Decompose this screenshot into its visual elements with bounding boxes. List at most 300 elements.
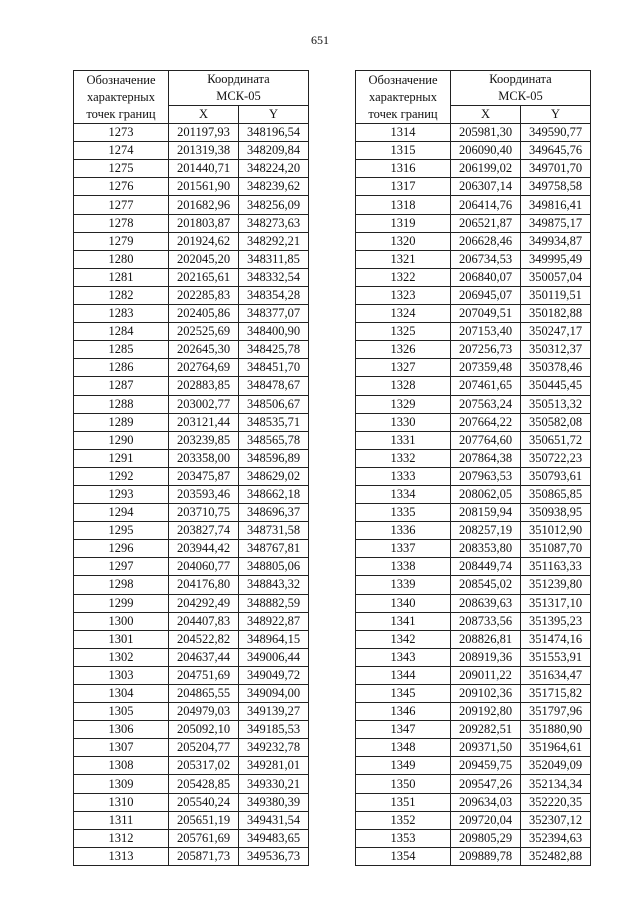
- point-id-cell: 1335: [356, 504, 451, 522]
- x-coordinate-cell: 206414,76: [451, 196, 521, 214]
- x-coordinate-cell: 207963,53: [451, 467, 521, 485]
- x-column-header: X: [169, 106, 239, 124]
- y-coordinate-cell: 349758,58: [521, 178, 591, 196]
- table-row: [356, 522, 591, 540]
- y-coordinate-cell: 349380,39: [239, 793, 309, 811]
- point-id-cell: 1274: [74, 142, 169, 160]
- table-row: [74, 160, 309, 178]
- y-coordinate-cell: 350938,95: [521, 504, 591, 522]
- point-id-cell: 1329: [356, 395, 451, 413]
- y-coordinate-cell: 348256,09: [239, 196, 309, 214]
- y-coordinate-cell: 350182,88: [521, 305, 591, 323]
- point-id-cell: 1323: [356, 286, 451, 304]
- table-row: [74, 666, 309, 684]
- table-row: [356, 721, 591, 739]
- x-coordinate-cell: 207864,38: [451, 449, 521, 467]
- point-id-cell: 1290: [74, 431, 169, 449]
- x-coordinate-cell: 209011,22: [451, 666, 521, 684]
- table-row: [356, 232, 591, 250]
- y-coordinate-cell: 350651,72: [521, 431, 591, 449]
- y-coordinate-cell: 350312,37: [521, 341, 591, 359]
- table-row: [356, 178, 591, 196]
- table-row: [74, 739, 309, 757]
- coordinate-system-header: Координата МСК-05: [451, 71, 591, 106]
- table-row: [356, 594, 591, 612]
- y-coordinate-cell: 350119,51: [521, 286, 591, 304]
- point-id-cell: 1354: [356, 847, 451, 865]
- table-row: [74, 485, 309, 503]
- table-row: [74, 504, 309, 522]
- table-row: [356, 576, 591, 594]
- y-coordinate-cell: 351715,82: [521, 685, 591, 703]
- x-coordinate-cell: 201803,87: [169, 214, 239, 232]
- y-coordinate-cell: 349232,78: [239, 739, 309, 757]
- x-coordinate-cell: 209634,03: [451, 793, 521, 811]
- x-coordinate-cell: 204522,82: [169, 630, 239, 648]
- table-row: [356, 485, 591, 503]
- y-coordinate-cell: 349483,65: [239, 829, 309, 847]
- x-coordinate-cell: 205651,19: [169, 811, 239, 829]
- y-coordinate-cell: 349590,77: [521, 124, 591, 142]
- table-row: [356, 775, 591, 793]
- y-coordinate-cell: 348805,06: [239, 558, 309, 576]
- table-row: [74, 359, 309, 377]
- table-row: [356, 359, 591, 377]
- x-coordinate-cell: 203002,77: [169, 395, 239, 413]
- x-coordinate-cell: 207153,40: [451, 323, 521, 341]
- table-row: [356, 703, 591, 721]
- point-id-cell: 1301: [74, 630, 169, 648]
- x-coordinate-cell: 201561,90: [169, 178, 239, 196]
- x-coordinate-cell: 208545,02: [451, 576, 521, 594]
- table-row: [356, 648, 591, 666]
- point-id-cell: 1313: [74, 847, 169, 865]
- x-coordinate-cell: 206090,40: [451, 142, 521, 160]
- y-coordinate-cell: 348696,37: [239, 504, 309, 522]
- point-id-cell: 1331: [356, 431, 451, 449]
- point-id-cell: 1340: [356, 594, 451, 612]
- x-coordinate-cell: 206945,07: [451, 286, 521, 304]
- table-row: [74, 811, 309, 829]
- coordinates-table-right: [355, 70, 591, 866]
- x-coordinate-cell: 208826,81: [451, 630, 521, 648]
- point-label-header: Обозначение характерных точек границ: [356, 71, 451, 124]
- point-id-cell: 1284: [74, 323, 169, 341]
- point-id-cell: 1327: [356, 359, 451, 377]
- table-row: [356, 757, 591, 775]
- y-coordinate-cell: 349816,41: [521, 196, 591, 214]
- x-coordinate-cell: 203121,44: [169, 413, 239, 431]
- y-coordinate-cell: 349006,44: [239, 648, 309, 666]
- point-id-cell: 1300: [74, 612, 169, 630]
- table-row: [74, 395, 309, 413]
- y-coordinate-cell: 351553,91: [521, 648, 591, 666]
- table-row: [356, 268, 591, 286]
- y-coordinate-cell: 349431,54: [239, 811, 309, 829]
- point-id-cell: 1294: [74, 504, 169, 522]
- y-coordinate-cell: 348478,67: [239, 377, 309, 395]
- table-row: [356, 377, 591, 395]
- table-row: [356, 214, 591, 232]
- y-coordinate-cell: 349995,49: [521, 250, 591, 268]
- point-id-cell: 1292: [74, 467, 169, 485]
- y-coordinate-cell: 349645,76: [521, 142, 591, 160]
- x-coordinate-cell: 204637,44: [169, 648, 239, 666]
- point-id-cell: 1347: [356, 721, 451, 739]
- point-id-cell: 1336: [356, 522, 451, 540]
- x-coordinate-cell: 206521,87: [451, 214, 521, 232]
- x-coordinate-cell: 208733,56: [451, 612, 521, 630]
- table-row: [356, 305, 591, 323]
- point-id-cell: 1306: [74, 721, 169, 739]
- y-coordinate-cell: 349139,27: [239, 703, 309, 721]
- table-row: [356, 540, 591, 558]
- point-id-cell: 1296: [74, 540, 169, 558]
- x-coordinate-cell: 205204,77: [169, 739, 239, 757]
- x-coordinate-cell: 209459,75: [451, 757, 521, 775]
- x-coordinate-cell: 205871,73: [169, 847, 239, 865]
- table-row: [74, 630, 309, 648]
- x-coordinate-cell: 204176,80: [169, 576, 239, 594]
- point-id-cell: 1317: [356, 178, 451, 196]
- table-row: [74, 594, 309, 612]
- table-row: [74, 232, 309, 250]
- y-coordinate-cell: 352220,35: [521, 793, 591, 811]
- point-id-cell: 1289: [74, 413, 169, 431]
- x-coordinate-cell: 203239,85: [169, 431, 239, 449]
- table-row: [356, 666, 591, 684]
- point-id-cell: 1297: [74, 558, 169, 576]
- y-coordinate-cell: 348964,15: [239, 630, 309, 648]
- point-id-cell: 1346: [356, 703, 451, 721]
- table-row: [356, 142, 591, 160]
- y-coordinate-cell: 348843,32: [239, 576, 309, 594]
- x-coordinate-cell: 201319,38: [169, 142, 239, 160]
- point-id-cell: 1345: [356, 685, 451, 703]
- x-coordinate-cell: 201924,62: [169, 232, 239, 250]
- table-row: [74, 685, 309, 703]
- x-coordinate-cell: 207049,51: [451, 305, 521, 323]
- y-coordinate-cell: 351634,47: [521, 666, 591, 684]
- table-row: [356, 793, 591, 811]
- table-row: [74, 558, 309, 576]
- point-id-cell: 1311: [74, 811, 169, 829]
- table-row: [356, 558, 591, 576]
- x-coordinate-cell: 207256,73: [451, 341, 521, 359]
- point-id-cell: 1307: [74, 739, 169, 757]
- y-coordinate-cell: 351087,70: [521, 540, 591, 558]
- x-coordinate-cell: 205540,24: [169, 793, 239, 811]
- point-id-cell: 1278: [74, 214, 169, 232]
- x-coordinate-cell: 206628,46: [451, 232, 521, 250]
- page-number: 651: [311, 33, 329, 47]
- point-id-cell: 1348: [356, 739, 451, 757]
- x-coordinate-cell: 209889,78: [451, 847, 521, 865]
- point-id-cell: 1283: [74, 305, 169, 323]
- table-row: [74, 431, 309, 449]
- x-coordinate-cell: 208353,80: [451, 540, 521, 558]
- x-column-header: X: [451, 106, 521, 124]
- table-row: [356, 630, 591, 648]
- y-coordinate-cell: 349094,00: [239, 685, 309, 703]
- table-row: [74, 467, 309, 485]
- point-id-cell: 1304: [74, 685, 169, 703]
- x-coordinate-cell: 205761,69: [169, 829, 239, 847]
- table-row: [356, 685, 591, 703]
- table-body: [356, 124, 591, 866]
- table-row: [74, 757, 309, 775]
- y-coordinate-cell: 350445,45: [521, 377, 591, 395]
- x-coordinate-cell: 206840,07: [451, 268, 521, 286]
- x-coordinate-cell: 208449,74: [451, 558, 521, 576]
- x-coordinate-cell: 204407,83: [169, 612, 239, 630]
- point-id-cell: 1299: [74, 594, 169, 612]
- point-id-cell: 1341: [356, 612, 451, 630]
- point-id-cell: 1277: [74, 196, 169, 214]
- x-coordinate-cell: 203475,87: [169, 467, 239, 485]
- x-coordinate-cell: 207664,22: [451, 413, 521, 431]
- x-coordinate-cell: 209547,26: [451, 775, 521, 793]
- y-coordinate-cell: 348882,59: [239, 594, 309, 612]
- x-coordinate-cell: 208062,05: [451, 485, 521, 503]
- table-row: [74, 305, 309, 323]
- point-id-cell: 1322: [356, 268, 451, 286]
- table-row: [74, 286, 309, 304]
- point-id-cell: 1316: [356, 160, 451, 178]
- point-id-cell: 1280: [74, 250, 169, 268]
- table-row: [74, 196, 309, 214]
- x-coordinate-cell: 208159,94: [451, 504, 521, 522]
- x-coordinate-cell: 207764,60: [451, 431, 521, 449]
- y-coordinate-cell: 349281,01: [239, 757, 309, 775]
- y-column-header: Y: [521, 106, 591, 124]
- point-id-cell: 1314: [356, 124, 451, 142]
- table-row: [74, 413, 309, 431]
- y-coordinate-cell: 348731,58: [239, 522, 309, 540]
- y-coordinate-cell: 351964,61: [521, 739, 591, 757]
- coordinates-table-left: [73, 70, 309, 866]
- y-coordinate-cell: 349875,17: [521, 214, 591, 232]
- table-row: [74, 142, 309, 160]
- point-id-cell: 1320: [356, 232, 451, 250]
- point-id-cell: 1330: [356, 413, 451, 431]
- table-row: [356, 811, 591, 829]
- point-id-cell: 1318: [356, 196, 451, 214]
- point-id-cell: 1339: [356, 576, 451, 594]
- x-coordinate-cell: 205092,10: [169, 721, 239, 739]
- y-coordinate-cell: 350513,32: [521, 395, 591, 413]
- y-coordinate-cell: 351239,80: [521, 576, 591, 594]
- x-coordinate-cell: 209371,50: [451, 739, 521, 757]
- point-id-cell: 1334: [356, 485, 451, 503]
- point-label-header: Обозначение характерных точек границ: [74, 71, 169, 124]
- x-coordinate-cell: 203358,00: [169, 449, 239, 467]
- table-row: [74, 721, 309, 739]
- x-coordinate-cell: 202165,61: [169, 268, 239, 286]
- point-id-cell: 1325: [356, 323, 451, 341]
- table-row: [74, 124, 309, 142]
- table-row: [74, 323, 309, 341]
- point-id-cell: 1298: [74, 576, 169, 594]
- table-row: [356, 431, 591, 449]
- y-coordinate-cell: 352482,88: [521, 847, 591, 865]
- x-coordinate-cell: 204060,77: [169, 558, 239, 576]
- point-id-cell: 1352: [356, 811, 451, 829]
- x-coordinate-cell: 202525,69: [169, 323, 239, 341]
- point-id-cell: 1309: [74, 775, 169, 793]
- table-row: [356, 829, 591, 847]
- y-coordinate-cell: 349701,70: [521, 160, 591, 178]
- point-id-cell: 1333: [356, 467, 451, 485]
- point-id-cell: 1287: [74, 377, 169, 395]
- x-coordinate-cell: 206734,53: [451, 250, 521, 268]
- table-row: [74, 522, 309, 540]
- table-row: [74, 775, 309, 793]
- point-id-cell: 1349: [356, 757, 451, 775]
- y-coordinate-cell: 348377,07: [239, 305, 309, 323]
- y-coordinate-cell: 350722,23: [521, 449, 591, 467]
- y-coordinate-cell: 351012,90: [521, 522, 591, 540]
- table-row: [356, 286, 591, 304]
- x-coordinate-cell: 209282,51: [451, 721, 521, 739]
- point-id-cell: 1312: [74, 829, 169, 847]
- y-coordinate-cell: 348506,67: [239, 395, 309, 413]
- y-coordinate-cell: 350582,08: [521, 413, 591, 431]
- table-row: [356, 250, 591, 268]
- table-row: [74, 449, 309, 467]
- point-id-cell: 1302: [74, 648, 169, 666]
- y-coordinate-cell: 348596,89: [239, 449, 309, 467]
- y-coordinate-cell: 351474,16: [521, 630, 591, 648]
- y-coordinate-cell: 348922,87: [239, 612, 309, 630]
- x-coordinate-cell: 202764,69: [169, 359, 239, 377]
- point-id-cell: 1324: [356, 305, 451, 323]
- table-row: [356, 449, 591, 467]
- point-id-cell: 1282: [74, 286, 169, 304]
- y-coordinate-cell: 349330,21: [239, 775, 309, 793]
- point-id-cell: 1286: [74, 359, 169, 377]
- y-coordinate-cell: 350793,61: [521, 467, 591, 485]
- x-coordinate-cell: 201682,96: [169, 196, 239, 214]
- y-coordinate-cell: 348224,20: [239, 160, 309, 178]
- table-row: [74, 250, 309, 268]
- table-row: [356, 160, 591, 178]
- x-coordinate-cell: 202045,20: [169, 250, 239, 268]
- y-coordinate-cell: 348629,02: [239, 467, 309, 485]
- x-coordinate-cell: 202285,83: [169, 286, 239, 304]
- x-coordinate-cell: 208919,36: [451, 648, 521, 666]
- table-row: [356, 395, 591, 413]
- y-coordinate-cell: 348565,78: [239, 431, 309, 449]
- point-id-cell: 1310: [74, 793, 169, 811]
- y-coordinate-cell: 350247,17: [521, 323, 591, 341]
- x-coordinate-cell: 206307,14: [451, 178, 521, 196]
- table-row: [74, 829, 309, 847]
- y-coordinate-cell: 352307,12: [521, 811, 591, 829]
- table-row: [74, 847, 309, 865]
- y-coordinate-cell: 349185,53: [239, 721, 309, 739]
- table-row: [74, 793, 309, 811]
- x-coordinate-cell: 209720,04: [451, 811, 521, 829]
- y-coordinate-cell: 348273,63: [239, 214, 309, 232]
- y-coordinate-cell: 351395,23: [521, 612, 591, 630]
- x-coordinate-cell: 202883,85: [169, 377, 239, 395]
- point-id-cell: 1337: [356, 540, 451, 558]
- y-coordinate-cell: 351880,90: [521, 721, 591, 739]
- x-coordinate-cell: 205317,02: [169, 757, 239, 775]
- point-id-cell: 1351: [356, 793, 451, 811]
- table-row: [74, 576, 309, 594]
- point-id-cell: 1328: [356, 377, 451, 395]
- x-coordinate-cell: 204865,55: [169, 685, 239, 703]
- y-coordinate-cell: 348425,78: [239, 341, 309, 359]
- table-row: [356, 739, 591, 757]
- table-row: [356, 124, 591, 142]
- x-coordinate-cell: 208639,63: [451, 594, 521, 612]
- y-coordinate-cell: 352134,34: [521, 775, 591, 793]
- x-coordinate-cell: 207461,65: [451, 377, 521, 395]
- point-id-cell: 1308: [74, 757, 169, 775]
- y-coordinate-cell: 348451,70: [239, 359, 309, 377]
- x-coordinate-cell: 203593,46: [169, 485, 239, 503]
- y-coordinate-cell: 351163,33: [521, 558, 591, 576]
- y-coordinate-cell: 348767,81: [239, 540, 309, 558]
- x-coordinate-cell: 204979,03: [169, 703, 239, 721]
- point-id-cell: 1305: [74, 703, 169, 721]
- table-row: [74, 377, 309, 395]
- x-coordinate-cell: 209805,29: [451, 829, 521, 847]
- x-coordinate-cell: 202645,30: [169, 341, 239, 359]
- point-id-cell: 1281: [74, 268, 169, 286]
- coordinate-system-header: Координата МСК-05: [169, 71, 309, 106]
- table-row: [356, 612, 591, 630]
- table-row: [356, 196, 591, 214]
- point-id-cell: 1288: [74, 395, 169, 413]
- table-row: [74, 540, 309, 558]
- point-id-cell: 1273: [74, 124, 169, 142]
- y-column-header: Y: [239, 106, 309, 124]
- x-coordinate-cell: 203710,75: [169, 504, 239, 522]
- x-coordinate-cell: 209102,36: [451, 685, 521, 703]
- y-coordinate-cell: 351317,10: [521, 594, 591, 612]
- point-id-cell: 1344: [356, 666, 451, 684]
- x-coordinate-cell: 203827,74: [169, 522, 239, 540]
- x-coordinate-cell: 202405,86: [169, 305, 239, 323]
- x-coordinate-cell: 208257,19: [451, 522, 521, 540]
- x-coordinate-cell: 205428,85: [169, 775, 239, 793]
- point-id-cell: 1291: [74, 449, 169, 467]
- y-coordinate-cell: 350378,46: [521, 359, 591, 377]
- point-id-cell: 1293: [74, 485, 169, 503]
- x-coordinate-cell: 205981,30: [451, 124, 521, 142]
- table-row: [356, 341, 591, 359]
- table-body: [74, 124, 309, 866]
- x-coordinate-cell: 201440,71: [169, 160, 239, 178]
- x-coordinate-cell: 203944,42: [169, 540, 239, 558]
- point-id-cell: 1319: [356, 214, 451, 232]
- y-coordinate-cell: 352394,63: [521, 829, 591, 847]
- point-id-cell: 1285: [74, 341, 169, 359]
- point-id-cell: 1321: [356, 250, 451, 268]
- table-row: [356, 323, 591, 341]
- x-coordinate-cell: 206199,02: [451, 160, 521, 178]
- table-row: [74, 703, 309, 721]
- table-row: [74, 178, 309, 196]
- point-id-cell: 1276: [74, 178, 169, 196]
- y-coordinate-cell: 350865,85: [521, 485, 591, 503]
- y-coordinate-cell: 349934,87: [521, 232, 591, 250]
- x-coordinate-cell: 209192,80: [451, 703, 521, 721]
